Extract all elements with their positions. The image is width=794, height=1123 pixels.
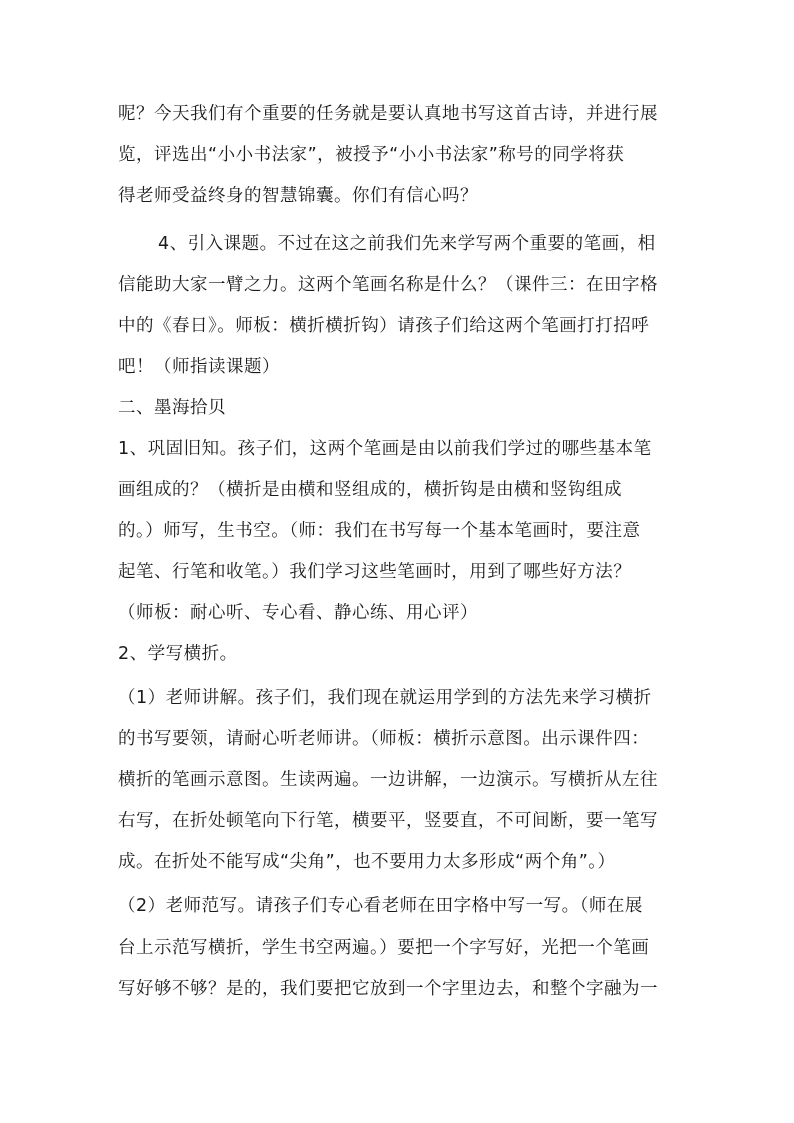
text-line-17: 横折的笔画示意图。生读两遍。一边讲解，一边演示。写横折从左往 bbox=[118, 770, 658, 790]
text-line-11: 的。）师写，生书空。（师：我们在书写每一个基本笔画时，要注意 bbox=[118, 521, 641, 541]
text-line-10: 画组成的？（横折是由横和竖组成的，横折钩是由横和竖钩组成 bbox=[118, 480, 622, 500]
text-line-21: 台上示范写横折，学生书空两遍。）要把一个字写好，光把一个笔画 bbox=[118, 938, 650, 958]
text-line-3: 得老师受益终身的智慧锦囊。你们有信心吗？ bbox=[118, 186, 478, 206]
text-line-9: 1、巩固旧知。孩子们，这两个笔画是由以前我们学过的哪些基本笔 bbox=[118, 439, 652, 459]
text-line-1: 呢？今天我们有个重要的任务就是要认真地书写这首古诗，并进行展 bbox=[118, 104, 658, 124]
text-line-22: 写好够不够？是的，我们要把它放到一个字里边去，和整个字融为一 bbox=[118, 979, 658, 999]
section-heading: 二、墨海拾贝 bbox=[118, 398, 226, 418]
text-line-15: （1）老师讲解。孩子们，我们现在就运用学到的方法先来学习横折 bbox=[118, 688, 652, 708]
text-line-20: （2）老师范写。请孩子们专心看老师在田字格中写一写。（师在展 bbox=[118, 896, 643, 916]
text-line-18: 右写，在折处顿笔向下行笔，横要平，竖要直，不可间断，要一笔写 bbox=[118, 811, 658, 831]
text-line-19: 成。在折处不能写成“尖角”，也不要用力太多形成“两个角”。） bbox=[118, 852, 616, 872]
text-line-16: 的书写要领，请耐心听老师讲。（师板：横折示意图。出示课件四： bbox=[118, 729, 650, 749]
text-line-6: 中的《春日》。师板：横折横折钩）请孩子们给这两个笔画打打招呼 bbox=[118, 316, 650, 336]
text-line-4: 4、引入课题。不过在这之前我们先来学写两个重要的笔画，相 bbox=[158, 234, 656, 254]
text-line-5: 信能助大家一臂之力。这两个笔画名称是什么？（课件三：在田字格 bbox=[118, 275, 658, 295]
text-line-7: 吧！（师指读课题） bbox=[118, 357, 280, 377]
text-line-2: 览，评选出“小小书法家”，被授予“小小书法家”称号的同学将获 bbox=[118, 145, 625, 165]
text-line-13: （师板：耐心听、专心看、静心练、用心评） bbox=[118, 603, 478, 623]
subsection-heading: 2、学写横折。 bbox=[118, 644, 238, 664]
text-line-12: 起笔、行笔和收笔。）我们学习这些笔画时，用到了哪些好方法？ bbox=[118, 562, 632, 582]
